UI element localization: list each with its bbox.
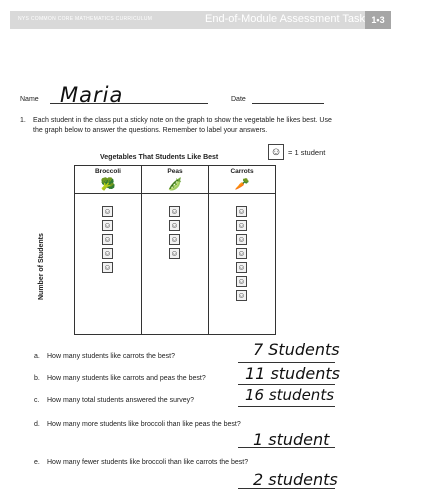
question-a-letter: a. (34, 353, 40, 360)
answer-a: 7 Students (253, 340, 340, 359)
column-label-carrots (209, 166, 275, 194)
question-e-letter: e. (34, 459, 40, 466)
question-c-letter: c. (34, 397, 40, 404)
question-a-text: How many students like carrots the best? (47, 353, 176, 360)
sticky-note-smiley: ☺ (170, 235, 179, 244)
answer-c: 16 students (245, 386, 335, 404)
name-value: Maria (60, 83, 124, 107)
answer-line-b (238, 384, 335, 385)
graph-ylabel: Number of Students (38, 233, 45, 300)
page-title: End-of-Module Assessment Task (205, 13, 365, 25)
sticky-note-smiley: ☺ (170, 207, 179, 216)
broccoli-icon: 🥦 (100, 177, 116, 191)
sticky-note-smiley: ☺ (237, 221, 246, 230)
question-b-text: How many students like carrots and peas the best? (47, 375, 206, 382)
graph-title: Vegetables That Students Like Best (100, 154, 219, 161)
legend-text: = 1 student (288, 148, 326, 157)
sticky-note-smiley: ☺ (237, 263, 246, 272)
question-b-letter: b. (34, 375, 40, 382)
question-d-letter: d. (34, 421, 40, 428)
answer-line-a (238, 362, 335, 363)
answer-d: 1 student (253, 430, 330, 449)
sticky-note-smiley: ☺ (237, 291, 246, 300)
sticky-note-smiley: ☺ (103, 221, 112, 230)
question-c-text: How many total students answered the survey? (47, 397, 195, 404)
smiley-icon: ☺ (268, 144, 284, 160)
date-line (252, 103, 324, 104)
answer-b: 11 students (245, 364, 340, 383)
sticky-note-smiley: ☺ (237, 207, 246, 216)
answer-e: 2 students (253, 470, 338, 489)
date-label: Date (231, 96, 246, 103)
question-d-text: How many more students like broccoli than like peas the best? (47, 421, 241, 428)
answer-line-d (238, 447, 335, 448)
answer-line-e (238, 488, 335, 489)
sticky-note-smiley: ☺ (237, 249, 246, 258)
column-label: Broccoli (94, 168, 121, 175)
sticky-note-smiley: ☺ (103, 207, 112, 216)
sticky-note-smiley: ☺ (170, 249, 179, 258)
sticky-note-smiley: ☺ (103, 263, 112, 272)
curriculum-label: NYS COMMON CORE MATHEMATICS CURRICULUM (18, 16, 153, 22)
sticky-note-smiley: ☺ (237, 277, 246, 286)
name-label: Name (20, 96, 39, 103)
problem-number: 1. (20, 117, 26, 124)
sticky-note-smiley: ☺ (103, 249, 112, 258)
column-carrots (209, 166, 275, 334)
column-label: Carrots (230, 168, 254, 175)
question-e-text: How many fewer students like broccoli than like carrots the best? (47, 459, 249, 466)
module-badge: 1•3 (365, 11, 391, 29)
carrot-icon: 🥕 (234, 177, 250, 191)
column-peas (142, 166, 209, 334)
problem-text: Each student in the class put a sticky note on the graph to show the vegetable he likes best. Use the graph below to answer the questions. Remember to label your answers. (33, 117, 332, 134)
sticky-note-smiley: ☺ (237, 235, 246, 244)
peas-icon: 🫛 (167, 177, 183, 191)
column-label-broccoli (75, 166, 141, 194)
column-label-peas (142, 166, 208, 194)
answer-line-c (238, 406, 335, 407)
sticky-note-smiley: ☺ (170, 221, 179, 230)
sticky-note-smiley: ☺ (103, 235, 112, 244)
column-label: Peas (167, 168, 183, 175)
name-line (50, 103, 208, 104)
pictograph (74, 165, 276, 335)
column-broccoli (75, 166, 142, 334)
